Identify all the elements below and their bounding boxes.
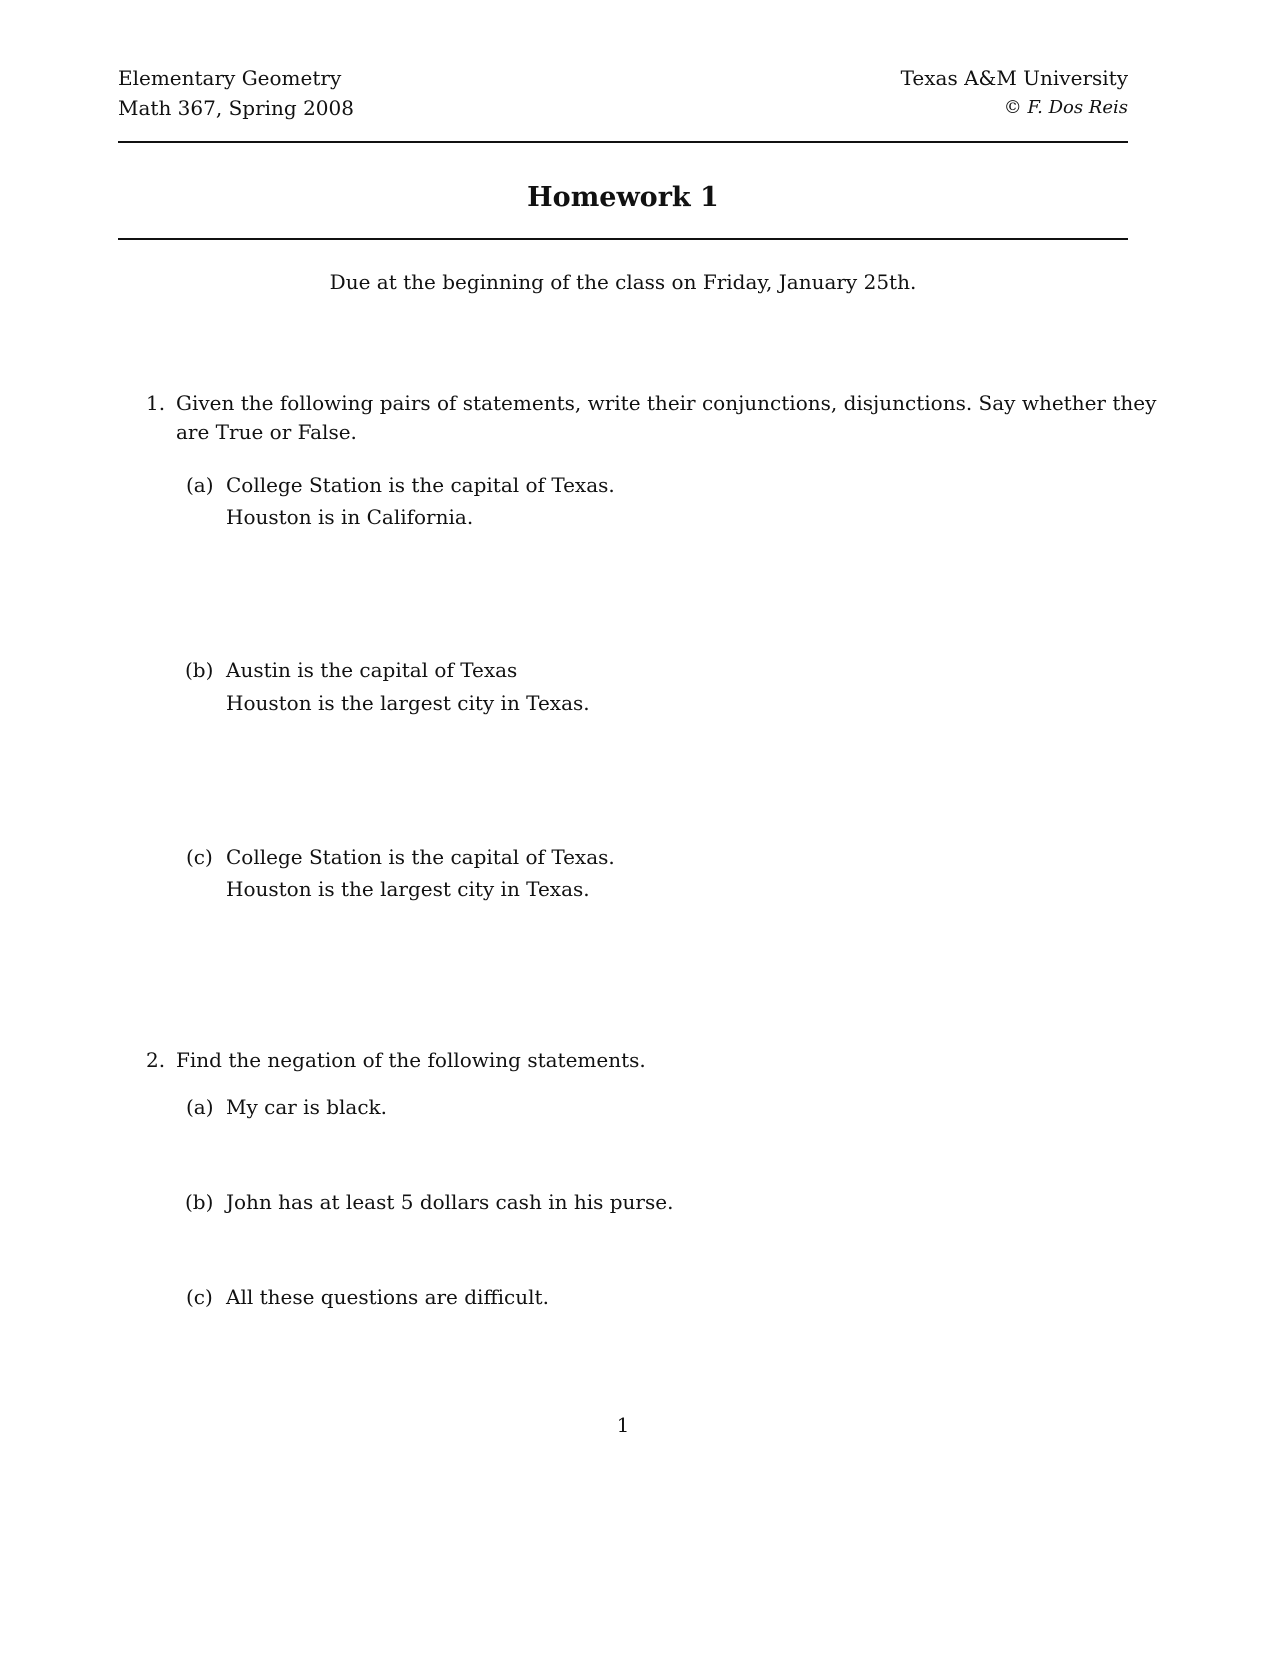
part-label: (b) bbox=[185, 658, 214, 682]
university-name: Texas A&M University bbox=[900, 66, 1128, 90]
copyright-icon: © bbox=[1003, 97, 1022, 118]
part-text: College Station is the capital of Texas. bbox=[226, 473, 615, 497]
problem-number: 1. bbox=[146, 391, 166, 415]
problem-text: Find the negation of the following statements. bbox=[176, 1048, 646, 1072]
part-text: All these questions are difficult. bbox=[226, 1285, 549, 1309]
author-name: F. Dos Reis bbox=[1027, 97, 1128, 118]
page-title: Homework 1 bbox=[527, 182, 719, 213]
problem-text: are True or False. bbox=[176, 420, 357, 444]
problem-number: 2. bbox=[146, 1048, 166, 1072]
part-label: (c) bbox=[186, 1285, 213, 1309]
part-label: (b) bbox=[185, 1190, 214, 1214]
page-number: 1 bbox=[616, 1413, 630, 1437]
part-label: (c) bbox=[186, 845, 213, 869]
course-name: Elementary Geometry bbox=[118, 66, 342, 90]
part-text: My car is black. bbox=[226, 1095, 387, 1119]
part-label: (a) bbox=[186, 1095, 214, 1119]
part-text: Houston is in California. bbox=[226, 505, 474, 529]
part-text: John has at least 5 dollars cash in his purse. bbox=[226, 1190, 674, 1214]
author-line bbox=[1004, 97, 1128, 118]
course-term: Math 367, Spring 2008 bbox=[118, 96, 354, 120]
part-text: College Station is the capital of Texas. bbox=[226, 845, 615, 869]
problem-text: Given the following pairs of statements, write their conjunctions, disjunctions. Say whether they bbox=[176, 391, 1157, 415]
part-text: Houston is the largest city in Texas. bbox=[226, 691, 590, 715]
top-rule bbox=[118, 141, 1128, 143]
due-date: Due at the beginning of the class on Friday, January 25th. bbox=[329, 270, 917, 294]
part-text: Austin is the capital of Texas bbox=[226, 658, 518, 682]
bottom-rule bbox=[118, 238, 1128, 240]
part-label: (a) bbox=[186, 473, 214, 497]
part-text: Houston is the largest city in Texas. bbox=[226, 877, 590, 901]
